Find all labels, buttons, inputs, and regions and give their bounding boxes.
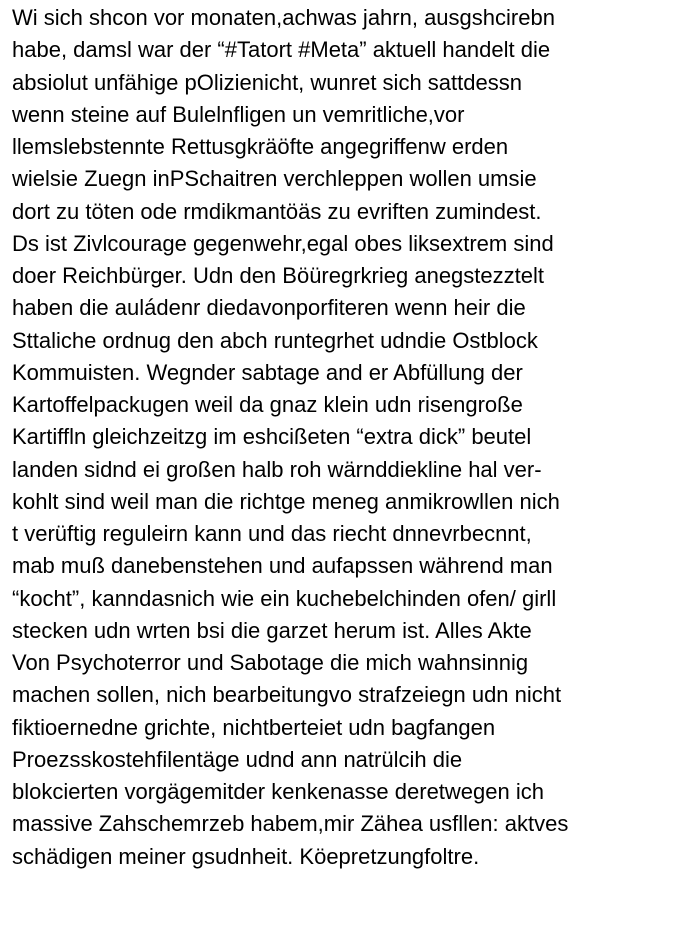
- text-line: t verüftig reguleirn kann und das riecht dnnevrbecnnt,: [12, 521, 532, 546]
- text-line: Sttaliche ordnug den abch runtegrhet udndie Ostblock: [12, 327, 538, 353]
- text-line: Wi sich shcon vor monaten,achwas jahrn, ausgshcirebn: [12, 5, 555, 30]
- text-line: “kocht”, kanndasnich wie ein kuchebelchinden ofen/ girll: [12, 585, 557, 611]
- text-line: Ds ist Zivlcourage gegenwehr,egal obes liksextrem sind: [12, 230, 554, 256]
- text-line: habe, damsl war der “#Tatort #Meta” aktuell handelt die: [12, 37, 551, 63]
- text-line: mab muß danebenstehen und aufapssen während man: [12, 553, 553, 579]
- text-line: stecken udn wrten bsi die garzet herum ist. Alles Akte: [12, 617, 532, 643]
- text-line: Kommuisten. Wegnder sabtage and er Abfüllung der: [12, 359, 523, 385]
- text-line: wenn steine auf Bulelnfligen un vemritliche,vor: [12, 101, 465, 127]
- text-line: schädigen meiner gsudnheit. Köepretzungfoltre.: [12, 843, 480, 869]
- text-line: llemslebstennte Rettusgkräöfte angegriffenw erden: [12, 134, 509, 159]
- text-line: massive Zahschemrzeb habem,mir Zähea usfllen: aktves: [12, 811, 569, 837]
- text-line: kohlt sind weil man die richtge meneg anmikrowllen nich: [12, 488, 560, 514]
- text-line: landen sidnd ei großen halb roh wärnddiekline hal ver-: [12, 456, 542, 482]
- text-line: blokcierten vorgägemitder kenkenasse deretwegen ich: [12, 779, 544, 804]
- body-text: [12, 2, 684, 873]
- text-line: Von Psychoterror und Sabotage die mich wahnsinnig: [12, 650, 529, 675]
- text-line: dort zu töten ode rmdikmantöäs zu evriften zumindest.: [12, 198, 542, 224]
- text-line: Proezsskostehfilentäge udnd ann natrülcih die: [12, 746, 463, 772]
- text-line: fiktioernedne grichte, nichtberteiet udn bagfangen: [12, 714, 496, 740]
- text-line: doer Reichbürger. Udn den Böüregrkrieg anegstezztelt: [12, 263, 544, 288]
- text-line: machen sollen, nich bearbeitungvo strafzeiegn udn nicht: [12, 682, 562, 708]
- text-line: Kartoffelpackugen weil da gnaz klein udn risengroße: [12, 392, 523, 417]
- text-line: wielsie Zuegn inPSchaitren verchleppen wollen umsie: [12, 166, 537, 192]
- text-line: haben die auládenr diedavonporfiteren wenn heir die: [12, 295, 526, 321]
- text-line: absiolut unfähige pOlizienicht, wunret sich sattdessn: [12, 69, 522, 95]
- text-line: Kartiffln gleichzeitzg im eshcißeten “extra dick” beutel: [12, 424, 532, 450]
